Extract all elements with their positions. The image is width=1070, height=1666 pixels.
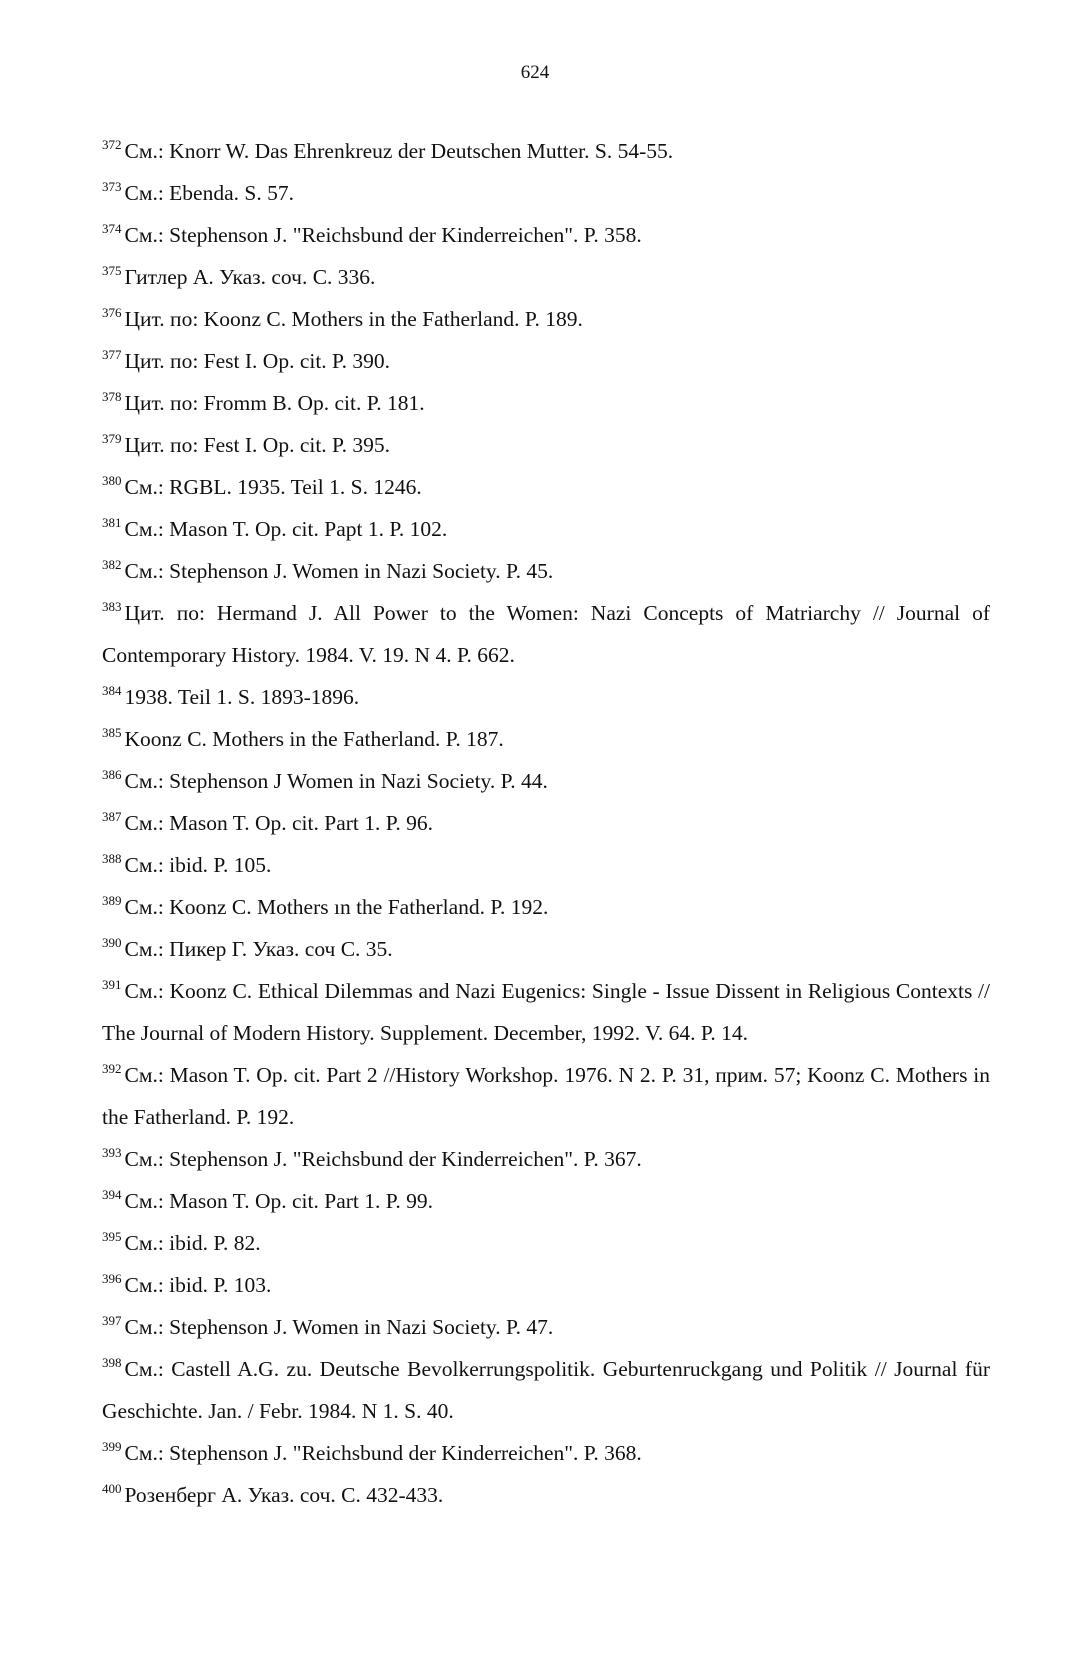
footnote-number: 382 [102,557,122,572]
footnote [102,550,990,592]
footnote-text: См.: Пикер Г. Указ. соч С. 35. [124,937,393,961]
footnote [102,886,990,928]
footnote [102,214,990,256]
footnote [102,382,990,424]
footnote [102,676,990,718]
footnote [102,298,990,340]
footnote [102,760,990,802]
footnote-text: См.: ibid. P. 82. [124,1231,261,1255]
footnote-number: 381 [102,515,122,530]
footnote-number: 395 [102,1229,122,1244]
footnote-text: См.: Knorr W. Das Ehrenkreuz der Deutschen Mutter. S. 54-55. [124,139,674,163]
footnote-number: 374 [102,221,122,236]
footnote-number: 400 [102,1481,122,1496]
footnote-text: См.: Mason T. Op. cit. Part 2 //History Workshop. 1976. N 2. P. 31, прим. 57; Koonz C. Mothers in the Fatherland. P. 192. [102,1063,990,1129]
footnote-text: См.: RGBL. 1935. Teil 1. S. 1246. [124,475,422,499]
footnote-text: См.: Stephenson J. "Reichsbund der Kinderreichen". P. 368. [124,1441,642,1465]
footnote-number: 390 [102,935,122,950]
footnote-text: См.: Mason T. Op. cit. Papt 1. P. 102. [124,517,448,541]
footnote [102,718,990,760]
footnotes-list [102,130,990,1516]
footnote-number: 394 [102,1187,122,1202]
footnote-number: 383 [102,599,122,614]
footnote-number: 392 [102,1061,122,1076]
footnote-text: См.: Koonz C. Ethical Dilemmas and Nazi Eugenics: Single - Issue Dissent in Religious Contexts // The Journal of Modern History. Supplement. December, 1992. V. 64. P. 14. [102,979,990,1045]
footnote-number: 386 [102,767,122,782]
footnote-text: Цит. по: Fest I. Op. cit. P. 390. [124,349,391,373]
footnote-number: 399 [102,1439,122,1454]
footnote [102,1138,990,1180]
footnote-number: 372 [102,137,122,152]
footnote-text: См.: Stephenson J. "Reichsbund der Kinderreichen". P. 358. [124,223,642,247]
footnote-text: См.: Stephenson J Women in Nazi Society. P. 44. [124,769,548,793]
footnote-number: 385 [102,725,122,740]
footnote-number: 387 [102,809,122,824]
footnote-number: 397 [102,1313,122,1328]
footnote [102,172,990,214]
footnote-text: См.: Ebenda. S. 57. [124,181,294,205]
footnote [102,844,990,886]
footnote-text: См.: ibid. P. 105. [124,853,272,877]
footnote [102,928,990,970]
footnote-number: 373 [102,179,122,194]
footnote [102,340,990,382]
footnote-number: 389 [102,893,122,908]
footnote-number: 377 [102,347,122,362]
footnote-number: 388 [102,851,122,866]
footnote-text: Розенберг А. Указ. соч. С. 432-433. [124,1483,444,1507]
footnote [102,592,990,676]
footnote-text: Цит. по: Hermand J. All Power to the Women: Nazi Concepts of Matriarchy // Journal of Contemporary History. 1984. V. 19. N 4. P. 662. [102,601,990,667]
footnote-text: 1938. Teil 1. S. 1893-1896. [124,685,360,709]
footnote-number: 379 [102,431,122,446]
footnote-text: См.: Stephenson J. Women in Nazi Society. P. 47. [124,1315,554,1339]
footnote-number: 375 [102,263,122,278]
footnote [102,256,990,298]
footnote-text: Цит. по: Fest I. Op. cit. P. 395. [124,433,391,457]
footnote-number: 376 [102,305,122,320]
footnote [102,466,990,508]
footnote-text: См.: Mason T. Op. cit. Part 1. P. 99. [124,1189,433,1213]
footnote-text: См.: Stephenson J. Women in Nazi Society. P. 45. [124,559,554,583]
footnote-text: См.: Mason T. Op. cit. Part 1. P. 96. [124,811,433,835]
footnote-number: 378 [102,389,122,404]
footnote [102,1432,990,1474]
footnote [102,130,990,172]
footnote [102,424,990,466]
footnote [102,1180,990,1222]
footnote-number: 393 [102,1145,122,1160]
footnote [102,1306,990,1348]
footnote-number: 380 [102,473,122,488]
footnote [102,1474,990,1516]
footnote-text: Koonz C. Mothers in the Fatherland. P. 187. [124,727,504,751]
footnote [102,970,990,1054]
page-number: 624 [520,62,550,83]
footnote-text: Гитлер А. Указ. соч. С. 336. [124,265,376,289]
footnote [102,508,990,550]
footnote-number: 396 [102,1271,122,1286]
footnote [102,1348,990,1432]
footnote-text: Цит. по: Koonz C. Mothers in the Fatherland. P. 189. [124,307,583,331]
footnote-text: См.: Castell A.G. zu. Deutsche Bevolkerrungspolitik. Geburtenruckgang und Politik // Journal für Geschichte. Jan. / Febr. 1984. N 1. S. 40. [102,1357,990,1423]
footnote [102,1264,990,1306]
footnote-text: Цит. по: Fromm B. Op. cit. P. 181. [124,391,425,415]
footnote-number: 384 [102,683,122,698]
footnote [102,1054,990,1138]
footnote-text: См.: ibid. P. 103. [124,1273,272,1297]
footnote-number: 391 [102,977,122,992]
footnote-number: 398 [102,1355,122,1370]
footnote-text: См.: Stephenson J. "Reichsbund der Kinderreichen". P. 367. [124,1147,642,1171]
footnote-text: См.: Koonz C. Mothers ın the Fatherland. P. 192. [124,895,549,919]
footnote [102,802,990,844]
footnote [102,1222,990,1264]
